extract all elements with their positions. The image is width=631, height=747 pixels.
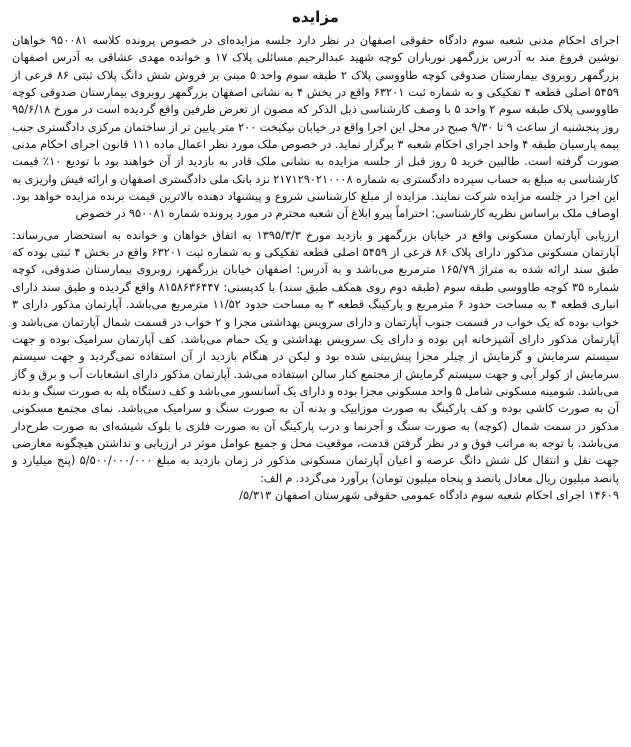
appraisal-paragraph: ارزیابی آپارتمان مسکونی واقع در خیابان بزرگمهر و بازدید مورخ ۱۳۹۵/۳/۳ به اتفاق خواهان و خوانده به استحضار می‌رساند: آپارتمان مسکونی مذکور دارای پلاک ۸۶ فرعی از ۵۴۵۹ اصلی قطعه تفکیکی و به شماره ثبت ۶۳۲۰۱ واقع در بخش ۴ ثبتی بوده که طبق سند ارائه شده به متراژ ۱۶۵/۷۹ مترمربع می‌باشد و به آدرس: اصفهان خیابان بزرگمهر، روبروی بیمارستان صدوقی، کوچه شماره ۳۵ کوچه طاووسی طبقه سوم (طبقه دوم روی همکف طبق سند) با کدپستی: ۸۱۵۸۶۳۶۴۴۷ واقع گردیده و طبق سند دارای انباری قطعه ۴ به مساحت حدود ۶ مترمربع و پارکینگ قطعه ۳ به مساحت حدود ۱۱/۵۲ مترمربع می‌باشد. آپارتمان مذکور دارای ۳ خواب بوده که یک خواب در قسمت جنوب آپارتمان و دارای سرویس بهداشتی مجزا و ۲ خواب در قسمت شمال آپارتمان می‌باشد و آپارتمان مذکور دارای آشپزخانه اپن بوده و دارای یک سرویس بهداشتی و یک حمام می‌باشد. کف آپارتمان سرامیک بوده و جهت سیستم سرمایش و گرمایش از چیلر مجزا پیش‌بینی شده بود و لیکن در هنگام بازدید از آن استفاده نمی‌گردید و جهت سیستم سرمایش از کولر آبی و جهت سیستم گرمایش از مجتمع کنار سالن استفاده می‌شد. آپارتمان مذکور دارای انشعابات آب و برق و گاز می‌باشد. شومینه مسکونی شامل ۵ واحد مسکونی مجزا بوده و دارای یک آسانسور می‌باشد و کف دستگاه پله به صورت سنگ و بدنه آن به صورت کاشی بوده و کف پارکینگ به صورت موزاییک و بدنه آن به صورت سنگ و سرامیک می‌باشد. نمای مجتمع مسکونی مذکور در سمت شمال (کوچه) به صورت سنگ و آجرنما و درب پارکینگ آن به صورت فلزی با بلوک شیشه‌ای به صورت طرح‌دار می‌باشد. با توجه به مراتب فوق و در نظر گرفتن قدمت، موقعیت محل و جمیع عوامل موثر در ارزیابی و نداشتن هیچگونه معارضی جهت نقل و انتقال کل شش دانگ عرصه و اعیان آپارتمان مسکونی مذکور در زمان بازدید به مبلغ ۵/۵۰۰/۰۰۰/۰۰۰ (پنج میلیارد و پانصد میلیون ریال معادل پانصد و پنجاه میلیون تومان) برآورد می‌گردد. م الف: [12, 227, 619, 485]
page-title: مزایده [292, 8, 339, 26]
auction-notice-paragraph: اجرای احکام مدنی شعبه سوم دادگاه حقوقی اصفهان در نظر دارد جلسه مزایده‌ای در خصوص پرونده کلاسه ۹۵۰۰۸۱ خواهان نوشین فروغ مند به آدرس بزرگمهر نورباران کوچه شهید عبدالرحیم مسائلی پلاک ۱۷ و خوانده مهدی عشاقی به آدرس اصفهان بزرگمهر روبروی بیمارستان صدوقی کوچه طاووسی پلاک ۲ طبقه سوم واحد ۵ مبنی بر فروش شش دانگ پلاک ثبتی ۸۶ فرعی از ۵۴۵۹ اصلی قطعه ۴ تفکیکی و به شماره ثبت ۶۳۲۰۱ واقع در بخش ۴ به نشانی اصفهان بزرگمهر روبروی بیمارستان صدوقی کوچه طاووسی پلاک طبقه سوم ۲ واحد ۵ با وصف کارشناسی ذیل الذکر که مصون از تعرض طرفین واقع گردیده است در مورخ ۹۵/۶/۱۸ روز پنجشنبه از ساعت ۹ تا ۹/۳۰ صبح در محل این اجرا واقع در خیابان نیکبخت ۲۰۰ متر پایین تر از ساختمان مرکزی دادگستری جنب بیمه پارسیان طبقه ۴ واحد اجرای احکام شعبه ۳ برگزار نماید. در خصوص ملک مورد نظر اعمال ماده ۱۱۱ قانون اجرای احکام مدنی صورت گرفته است. طالبین خرید ۵ روز قبل از جلسه مزایده به نشانی ملک قادر به بازدید از آن خواهند بود با تودیع ۱۰٪ قیمت کارشناسی به مبلغ به حساب سپرده دادگستری به شماره ۲۱۷۱۲۹۰۲۱۰۰۰۸ نزد بانک ملی دادگستری اصفهان و ارائه فیش واریزی به این اجرا در جلسه مزایده شرکت نمایند. مزایده از مبلغ کارشناسی شروع و پیشنهاد دهنده بالاترین قیمت برنده مزایده خواهد بود. اوصاف ملک براساس نظریه کارشناسی: احتراماً پیرو ابلاغ آن شعبه محترم در مورد پرونده شماره ۹۵۰۰۸۱ در خصوص [12, 33, 620, 221]
issuer-footer: ۱۴۶۰۹ اجرای احکام شعبه سوم دادگاه عمومی حقوقی شهرستان اصفهان ۵/۳۱۳/ [239, 487, 619, 502]
